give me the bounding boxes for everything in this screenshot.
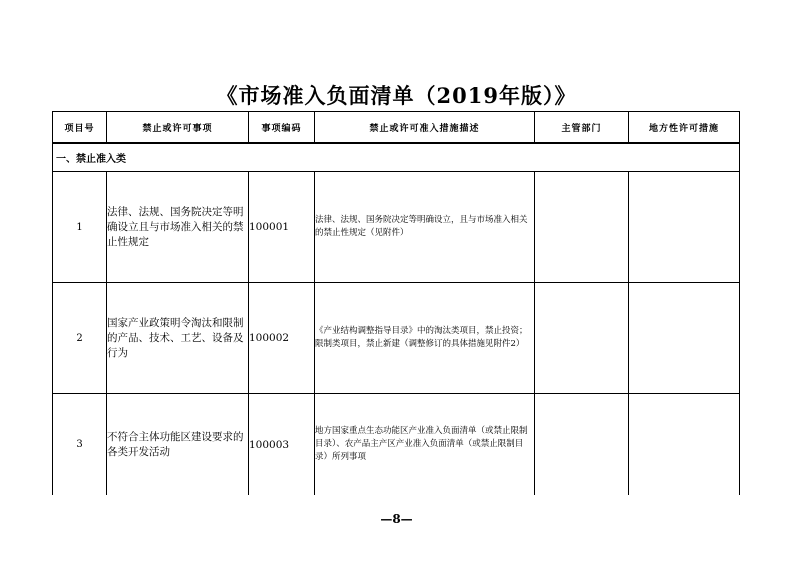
table-row xyxy=(53,172,740,283)
row-item-code: 100002 xyxy=(249,283,315,394)
row-local-measures xyxy=(629,394,740,496)
header-item-name: 禁止或许可事项 xyxy=(107,112,249,144)
row-local-measures xyxy=(629,283,740,394)
category-label: 一、禁止准入类 xyxy=(53,143,740,172)
row-description: 地方国家重点生态功能区产业准入负面清单（或禁止限制目录）、农产品主产区产业准入负面清单（或禁止限制目录）所列事项 xyxy=(315,394,535,496)
row-number: 2 xyxy=(53,283,107,394)
document-title: 《市场准入负面清单（2019年版）》 xyxy=(216,83,577,108)
header-department: 主管部门 xyxy=(535,112,629,144)
market-access-table xyxy=(52,111,740,495)
row-description: 法律、法规、国务院决定等明确设立，且与市场准入相关的禁止性规定（见附件） xyxy=(315,172,535,283)
list-table-container xyxy=(52,111,739,495)
page-number: —8— xyxy=(380,512,413,526)
row-item-code: 100003 xyxy=(249,394,315,496)
header-measure-description: 禁止或许可准入措施描述 xyxy=(315,112,535,144)
row-department xyxy=(535,172,629,283)
row-department xyxy=(535,283,629,394)
row-department xyxy=(535,394,629,496)
row-description: 《产业结构调整指导目录》中的淘汰类项目，禁止投资；限制类项目，禁止新建（调整修订的具体措施见附件2） xyxy=(315,283,535,394)
row-number: 1 xyxy=(53,172,107,283)
row-local-measures xyxy=(629,172,740,283)
row-item-name: 不符合主体功能区建设要求的各类开发活动 xyxy=(107,394,249,496)
table-row xyxy=(53,283,740,394)
header-local-measures: 地方性许可措施 xyxy=(629,112,740,144)
row-number: 3 xyxy=(53,394,107,496)
row-item-name: 国家产业政策明令淘汰和限制的产品、技术、工艺、设备及行为 xyxy=(107,283,249,394)
category-row xyxy=(53,143,740,172)
header-item-number: 项目号 xyxy=(53,112,107,144)
header-item-code: 事项编码 xyxy=(249,112,315,144)
table-header-row xyxy=(53,112,740,144)
row-item-code: 100001 xyxy=(249,172,315,283)
row-item-name: 法律、法规、国务院决定等明确设立且与市场准入相关的禁止性规定 xyxy=(107,172,249,283)
table-row xyxy=(53,394,740,496)
